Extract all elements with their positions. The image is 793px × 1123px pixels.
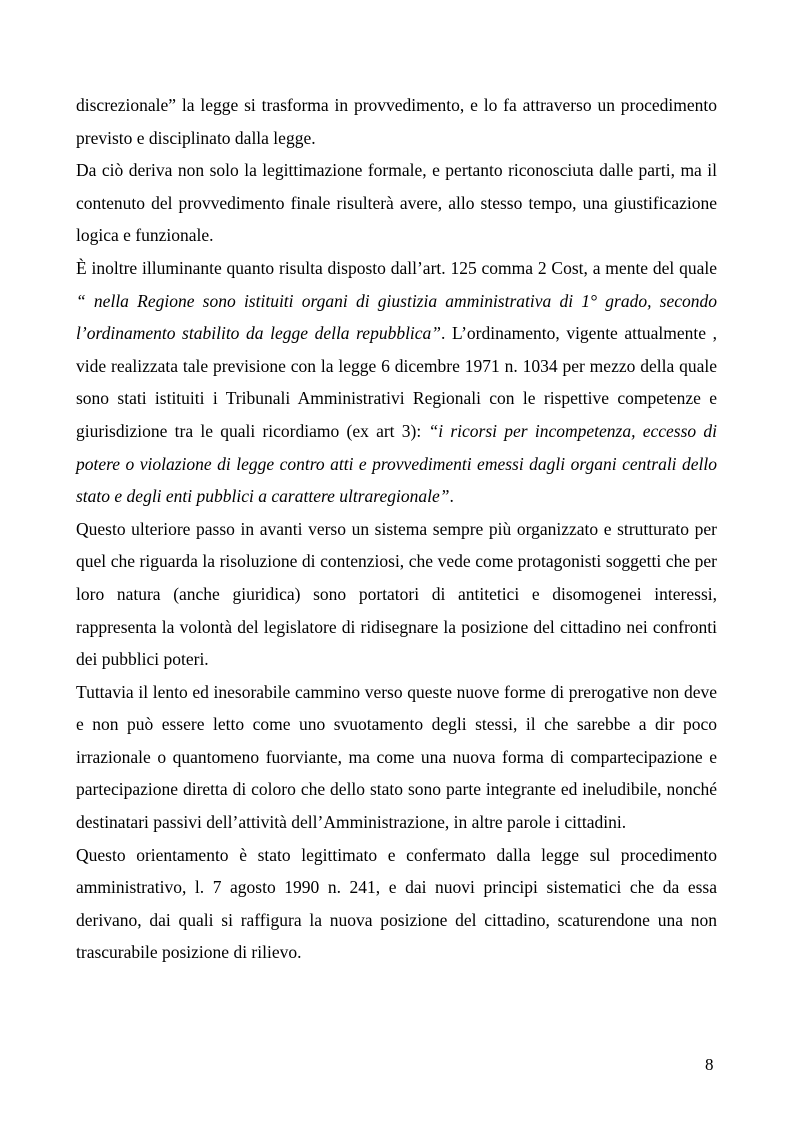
text-run: Da ciò deriva non solo la legittimazione formale, e pertanto riconosciuta dalle parti, ma il contenuto del provvedimento finale risulterà avere, allo stesso tempo, una giustificazione logica e funzionale.	[76, 160, 717, 246]
body-text	[76, 89, 717, 969]
text-run: .	[449, 486, 454, 507]
paragraph	[76, 676, 717, 839]
text-run: È inoltre illuminante quanto risulta disposto dall’art. 125 comma 2 Cost, a mente del quale	[76, 257, 717, 278]
paragraph	[76, 89, 717, 154]
text-run: discrezionale” la legge si trasforma in provvedimento, e lo fa attraverso un procedimento previsto e disciplinato dalla legge.	[76, 95, 717, 148]
paragraph	[76, 839, 717, 969]
quotation-italic: “ nella Regione sono istituiti organi di giustizia amministrativa di 1° grado, secondo l’ordinamento stabilito da legge della repubblica”	[76, 290, 717, 344]
page-number: 8	[705, 1055, 714, 1074]
paragraph	[76, 252, 717, 513]
quotation-italic: “i ricorsi per incompetenza, eccesso di potere o violazione di legge contro atti e provvedimenti emessi dagli organi centrali dello stato e degli enti pubblici a carattere ultraregionale”	[76, 420, 718, 507]
text-run: Tuttavia il lento ed inesorabile cammino verso queste nuove forme di prerogative non deve e non può essere letto come uno svuotamento degli stessi, il che sarebbe a dir poco irrazionale o quantomeno fuorviante, ma come una nuova forma di compartecipazione e partecipazione diretta di coloro che dello stato sono parte integrante ed ineludibile, nonché destinatari passivi dell’attività dell’Amministrazione, in altre parole i cittadini.	[76, 681, 717, 833]
paragraph	[76, 154, 717, 252]
text-run: Questo ulteriore passo in avanti verso un sistema sempre più organizzato e strutturato per quel che riguarda la risoluzione di contenziosi, che vede come protagonisti soggetti che per loro natura (anche giuridica) sono portatori di antitetici e disomogenei interessi, rappresenta la volontà del legislatore di ridisegnare la posizione del cittadino nei confronti dei pubblici poteri.	[76, 518, 717, 670]
text-run: Questo orientamento è stato legittimato e confermato dalla legge sul procedimento amministrativo, l. 7 agosto 1990 n. 241, e dai nuovi principi sistematici che da essa derivano, dai quali si raffigura la nuova posizione del cittadino, scaturendone una non trascurabile posizione di rilievo.	[76, 844, 717, 963]
text-run: . L’ordinamento, vigente attualmente , vide realizzata tale previsione con la legge 6 dicembre 1971 n. 1034 per mezzo della quale sono stati istituiti i Tribunali Amministrativi Regionali con le rispettive competenze e giurisdizione tra le quali ricordiamo (ex art 3):	[76, 323, 717, 441]
paragraph	[76, 513, 717, 676]
